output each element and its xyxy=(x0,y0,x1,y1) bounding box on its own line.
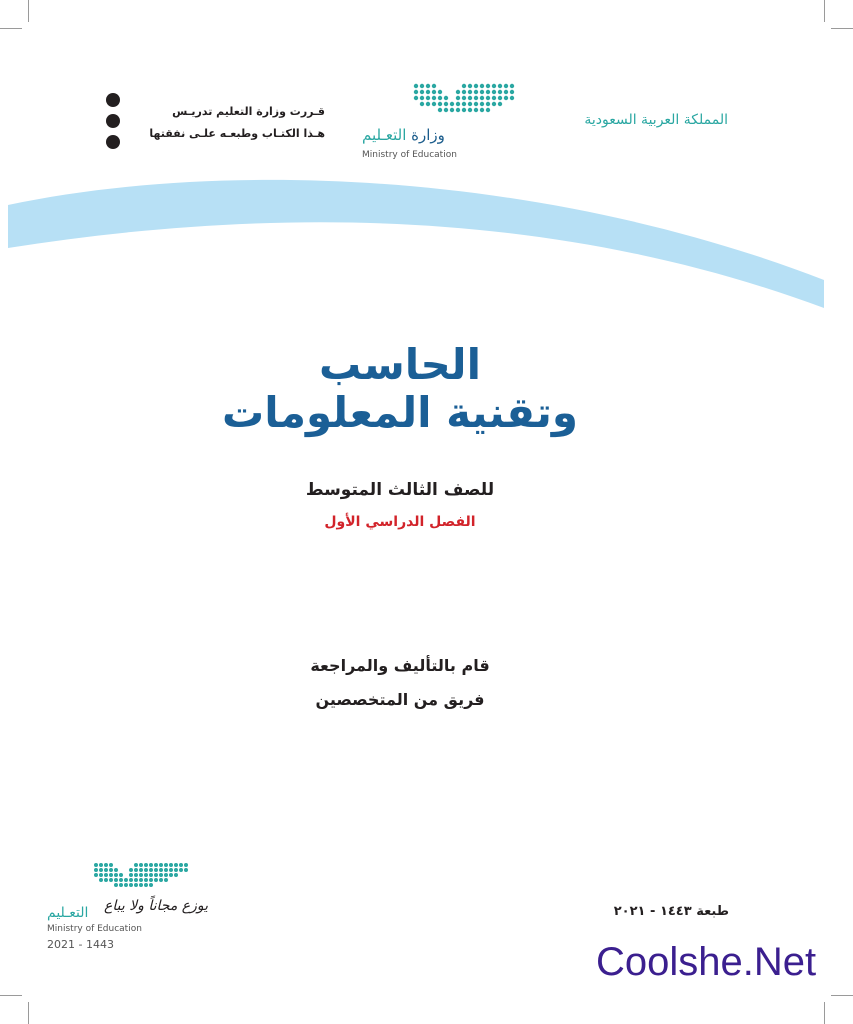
bullet-dot-icon xyxy=(106,93,120,107)
ministry-name-arabic-part2: التعـليم xyxy=(362,126,407,144)
authors-line-2: فريق من المتخصصين xyxy=(315,690,485,709)
crop-mark xyxy=(0,995,22,996)
book-title-line-2: وتقنية المعلومات xyxy=(222,388,578,437)
edition-label: طبعة ١٤٤٣ - ٢٠٢١ xyxy=(613,904,729,919)
crop-mark xyxy=(0,28,22,29)
footer-ministry-name-english: Ministry of Education xyxy=(47,924,142,934)
watermark-text: Coolshe.Net xyxy=(596,940,817,984)
footer-ministry-name-arabic: التعـليم xyxy=(47,905,89,921)
crop-mark xyxy=(28,0,29,22)
crop-mark xyxy=(831,995,853,996)
footer-ministry-logo-icon xyxy=(90,860,195,900)
footer-years: 2021 - 1443 xyxy=(47,938,114,951)
ministry-name-arabic xyxy=(362,126,445,144)
bullet-dot-icon xyxy=(106,135,120,149)
crop-mark xyxy=(28,1002,29,1024)
approval-line-1: قـررت وزارة التعليم تدريـس xyxy=(172,105,325,118)
kingdom-label: المملكة العربية السعودية xyxy=(584,112,728,128)
free-distribution-label: يوزع مجاناً ولا يباع xyxy=(104,898,209,914)
authors-line-1: قام بالتأليف والمراجعة xyxy=(310,656,490,675)
crop-mark xyxy=(824,0,825,22)
crop-mark xyxy=(824,1002,825,1024)
ministry-name-arabic-part1: وزارة xyxy=(411,126,445,144)
semester-label: الفصل الدراسي الأول xyxy=(324,514,476,530)
approval-statement xyxy=(100,93,325,153)
ministry-name-english: Ministry of Education xyxy=(362,150,457,160)
decorative-swoosh xyxy=(0,170,853,320)
crop-mark xyxy=(831,28,853,29)
approval-line-2: هـذا الكتـاب وطبعـه علـى نفقتها xyxy=(149,127,325,140)
book-title-line-1: الحاسب xyxy=(319,340,481,389)
grade-label: للصف الثالث المتوسط xyxy=(305,480,495,500)
bullet-dot-icon xyxy=(106,114,120,128)
